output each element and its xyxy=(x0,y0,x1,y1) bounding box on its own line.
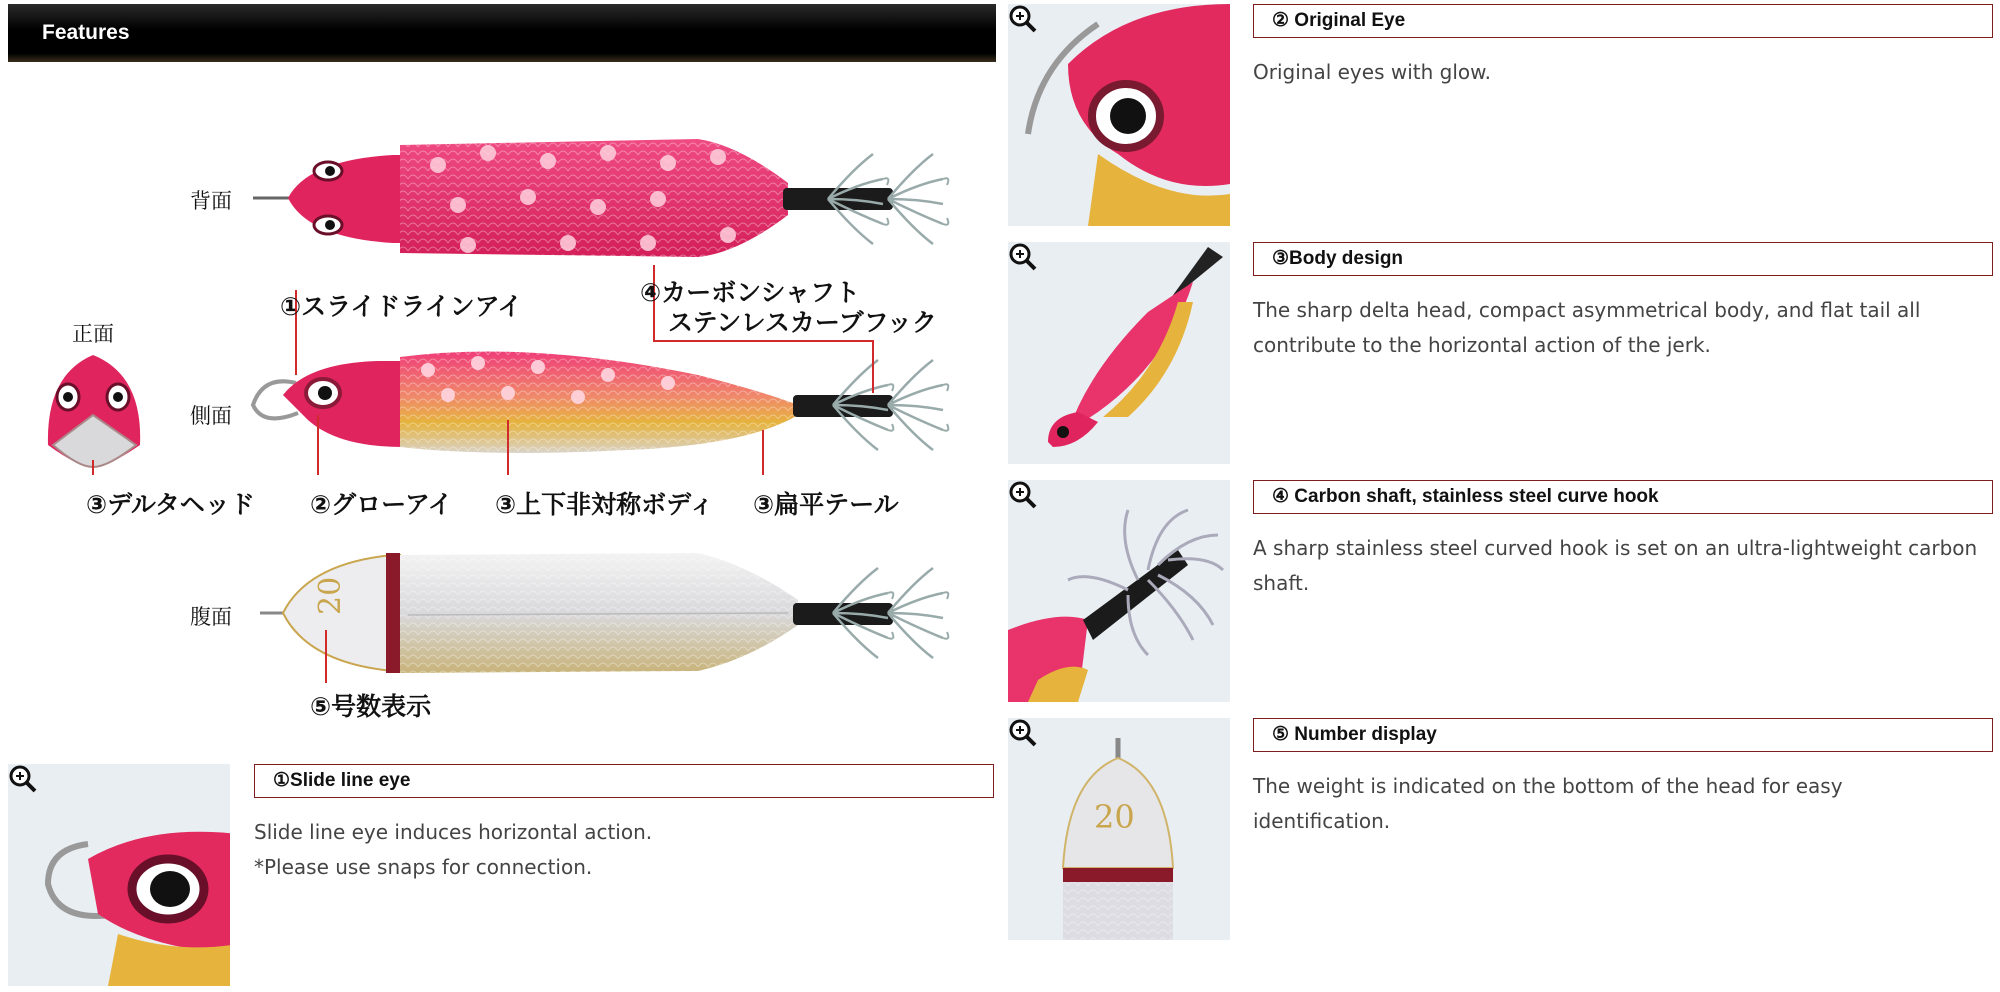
weight-mark-thumb: 20 xyxy=(1094,798,1135,836)
magnify-icon[interactable] xyxy=(1008,718,1038,748)
feature-5-description xyxy=(1253,769,1993,839)
top-view-lure xyxy=(253,139,948,257)
label-front-view: 正面 xyxy=(72,322,114,346)
feature-1-line-1: Slide line eye induces horizontal action. xyxy=(254,820,653,844)
callout-slide-line-eye: ①スライドラインアイ xyxy=(280,292,523,321)
label-top-view: 背面 xyxy=(190,189,232,213)
feature-2-description xyxy=(1253,55,1993,90)
feature-5-line-2: identification. xyxy=(1253,809,1391,833)
feature-2-thumbnail[interactable] xyxy=(1008,4,1230,226)
feature-2-title: ② Original Eye xyxy=(1253,4,1993,38)
feature-4-description xyxy=(1253,531,1993,601)
lure-illustration xyxy=(8,75,996,735)
feature-3-description xyxy=(1253,293,1993,363)
callout-flat-tail: ③扁平テール xyxy=(753,490,899,519)
side-view-lure xyxy=(253,340,948,457)
feature-4-thumbnail[interactable] xyxy=(1008,480,1230,702)
feature-5-title: ⑤ Number display xyxy=(1253,718,1993,752)
bottom-view-lure xyxy=(260,553,948,673)
feature-4-title: ④ Carbon shaft, stainless steel curve hook xyxy=(1253,480,1993,514)
callout-asymmetric-body: ③上下非対称ボディ xyxy=(495,490,715,519)
magnify-icon[interactable] xyxy=(1008,4,1038,34)
callout-delta-head: ③デルタヘッド xyxy=(86,490,255,519)
callout-stainless-hook: ステンレスカーブフック xyxy=(668,308,937,337)
feature-1-description xyxy=(254,815,994,885)
weight-mark: 20 xyxy=(313,576,348,615)
lure-diagram xyxy=(8,75,996,735)
callout-glow-eye: ②グローアイ xyxy=(310,490,453,519)
front-view-lure xyxy=(48,355,140,467)
feature-1-line-2: *Please use snaps for connection. xyxy=(254,855,593,879)
label-bottom-view: 腹面 xyxy=(190,605,232,629)
callout-carbon-shaft: ④カーボンシャフト xyxy=(640,278,861,307)
feature-1-title: ①Slide line eye xyxy=(254,764,994,798)
features-header: Features xyxy=(8,4,996,62)
feature-5-line-1: The weight is indicated on the bottom of the head for easy xyxy=(1253,774,1843,798)
feature-4-line-1: A sharp stainless steel curved hook is set on an ultra-lightweight carbon xyxy=(1253,536,1978,560)
label-side-view: 側面 xyxy=(190,404,232,428)
magnify-icon[interactable] xyxy=(1008,242,1038,272)
magnify-icon[interactable] xyxy=(8,764,38,794)
feature-1-thumbnail[interactable] xyxy=(8,764,230,986)
feature-2-line-1: Original eyes with glow. xyxy=(1253,60,1491,84)
feature-3-thumbnail[interactable] xyxy=(1008,242,1230,464)
feature-4-line-2: shaft. xyxy=(1253,571,1310,595)
feature-3-line-2: contribute to the horizontal action of the jerk. xyxy=(1253,333,1711,357)
feature-3-title: ③Body design xyxy=(1253,242,1993,276)
callout-number-display: ⑤号数表示 xyxy=(310,692,432,721)
magnify-icon[interactable] xyxy=(1008,480,1038,510)
feature-3-line-1: The sharp delta head, compact asymmetrical body, and flat tail all xyxy=(1253,298,1921,322)
feature-5-thumbnail[interactable] xyxy=(1008,718,1230,940)
